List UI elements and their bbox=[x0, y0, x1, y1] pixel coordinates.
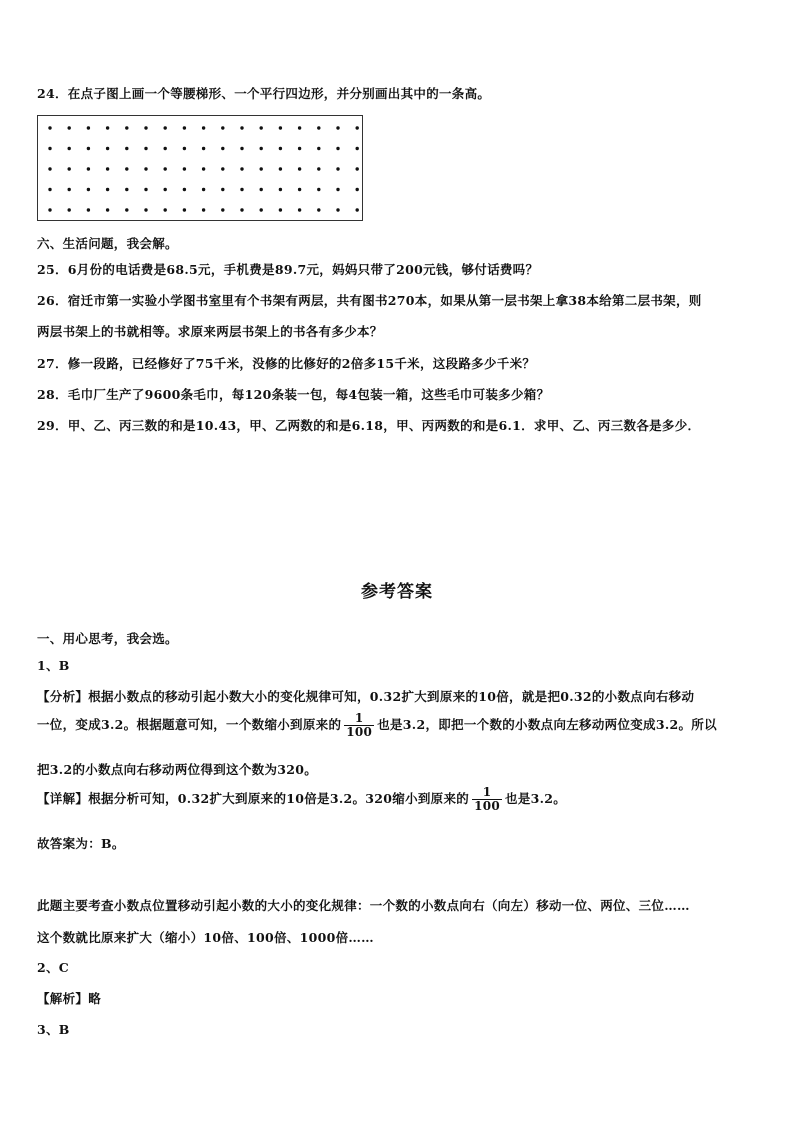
grid-dot[interactable] bbox=[298, 126, 301, 129]
grid-dot[interactable] bbox=[260, 167, 263, 170]
grid-dot[interactable] bbox=[68, 188, 71, 191]
answers-section-1: 一、用心思考，我会选。 bbox=[37, 631, 178, 646]
grid-dot[interactable] bbox=[106, 147, 109, 150]
grid-dot[interactable] bbox=[164, 147, 167, 150]
grid-dot[interactable] bbox=[202, 208, 205, 211]
grid-dot[interactable] bbox=[240, 147, 243, 150]
fraction-one-hundredth-2 bbox=[472, 786, 502, 813]
grid-dot[interactable] bbox=[317, 208, 320, 211]
grid-dot[interactable] bbox=[260, 208, 263, 211]
grid-dot[interactable] bbox=[106, 188, 109, 191]
grid-dot[interactable] bbox=[221, 208, 224, 211]
question-26-line2: 两层书架上的书就相等。求原来两层书架上的书各有多少本？ bbox=[37, 324, 383, 339]
grid-dot[interactable] bbox=[221, 147, 224, 150]
grid-dot[interactable] bbox=[356, 208, 359, 211]
grid-dot[interactable] bbox=[125, 208, 128, 211]
detail-post: 也是3.2。 bbox=[505, 791, 567, 806]
grid-dot[interactable] bbox=[144, 167, 147, 170]
grid-dot[interactable] bbox=[164, 126, 167, 129]
question-25: 25．6月份的电话费是68.5元，手机费是89.7元，妈妈只带了200元钱，够付话费吗？ bbox=[37, 262, 539, 277]
grid-dot[interactable] bbox=[260, 126, 263, 129]
grid-dot[interactable] bbox=[202, 167, 205, 170]
grid-dot[interactable] bbox=[298, 188, 301, 191]
grid-dot[interactable] bbox=[279, 208, 282, 211]
fraction-denominator: 100 bbox=[346, 725, 373, 739]
answer-1: 1、B bbox=[37, 658, 70, 673]
question-29: 29．甲、乙、丙三数的和是10.43，甲、乙两数的和是6.18，甲、丙两数的和是6.1．求甲、乙、丙三数各是多少． bbox=[37, 418, 701, 433]
detail-pre: 【详解】根据分析可知，0.32扩大到原来的10倍是3.2。320缩小到原来的 bbox=[37, 791, 470, 806]
grid-dot[interactable] bbox=[221, 167, 224, 170]
question-26-line1: 26．宿迁市第一实验小学图书室里有个书架有两层，共有图书270本，如果从第一层书架上拿38本给第二层书架，则 bbox=[37, 293, 702, 308]
grid-dot[interactable] bbox=[144, 208, 147, 211]
grid-dot[interactable] bbox=[336, 126, 339, 129]
grid-dot[interactable] bbox=[240, 208, 243, 211]
detail-line bbox=[37, 786, 566, 813]
grid-dot[interactable] bbox=[240, 167, 243, 170]
grid-dot[interactable] bbox=[183, 126, 186, 129]
grid-dot[interactable] bbox=[317, 167, 320, 170]
grid-dot[interactable] bbox=[68, 167, 71, 170]
grid-dot[interactable] bbox=[202, 147, 205, 150]
grid-dot[interactable] bbox=[221, 126, 224, 129]
question-28: 28．毛巾厂生产了9600条毛巾，每120条装一包，每4包装一箱，这些毛巾可装多少箱？ bbox=[37, 387, 550, 402]
grid-dot[interactable] bbox=[87, 208, 90, 211]
grid-dot[interactable] bbox=[356, 147, 359, 150]
question-27: 27．修一段路，已经修好了75千米，没修的比修好的2倍多15千米，这段路多少千米？ bbox=[37, 356, 536, 371]
grid-dot[interactable] bbox=[202, 126, 205, 129]
grid-dot[interactable] bbox=[336, 188, 339, 191]
grid-dot[interactable] bbox=[164, 167, 167, 170]
grid-dot[interactable] bbox=[87, 126, 90, 129]
conclusion: 故答案为：B。 bbox=[37, 836, 125, 851]
grid-dot[interactable] bbox=[125, 126, 128, 129]
grid-dot[interactable] bbox=[240, 188, 243, 191]
grid-dot[interactable] bbox=[298, 208, 301, 211]
analysis-line3: 把3.2的小数点向右移动两位得到这个数为320。 bbox=[37, 762, 318, 777]
grid-dot[interactable] bbox=[125, 188, 128, 191]
summary-line1: 此题主要考查小数点位置移动引起小数的大小的变化规律：一个数的小数点向右（向左）移动一位、两位、三位…… bbox=[37, 898, 690, 913]
grid-dot[interactable] bbox=[260, 188, 263, 191]
grid-dot[interactable] bbox=[106, 167, 109, 170]
grid-dot[interactable] bbox=[356, 126, 359, 129]
grid-dot[interactable] bbox=[279, 147, 282, 150]
grid-dot[interactable] bbox=[317, 126, 320, 129]
grid-dot[interactable] bbox=[279, 126, 282, 129]
fraction-denominator: 100 bbox=[474, 799, 501, 813]
grid-dot[interactable] bbox=[336, 147, 339, 150]
grid-dot[interactable] bbox=[125, 167, 128, 170]
grid-dot[interactable] bbox=[298, 167, 301, 170]
grid-dot[interactable] bbox=[48, 167, 51, 170]
grid-dot[interactable] bbox=[183, 167, 186, 170]
answer-2: 2、C bbox=[37, 960, 70, 975]
dot-grid-svg bbox=[38, 116, 364, 222]
grid-dot[interactable] bbox=[279, 167, 282, 170]
grid-dot[interactable] bbox=[317, 188, 320, 191]
grid-dot[interactable] bbox=[356, 188, 359, 191]
grid-dot[interactable] bbox=[279, 188, 282, 191]
summary-line2: 这个数就比原来扩大（缩小）10倍、100倍、1000倍…… bbox=[37, 930, 374, 945]
analysis-line1: 【分析】根据小数点的移动引起小数大小的变化规律可知，0.32扩大到原来的10倍，就是把0.32的小数点向右移动 bbox=[37, 689, 695, 704]
grid-dot[interactable] bbox=[144, 126, 147, 129]
answer-2-analysis: 【解析】略 bbox=[37, 991, 102, 1006]
fraction-one-hundredth bbox=[344, 712, 374, 739]
question-24: 24．在点子图上画一个等腰梯形、一个平行四边形，并分别画出其中的一条高。 bbox=[37, 86, 491, 101]
grid-dot[interactable] bbox=[221, 188, 224, 191]
grid-dot[interactable] bbox=[240, 126, 243, 129]
grid-dot[interactable] bbox=[298, 147, 301, 150]
grid-dot[interactable] bbox=[87, 147, 90, 150]
grid-dot[interactable] bbox=[68, 208, 71, 211]
grid-dot[interactable] bbox=[87, 188, 90, 191]
answer-3: 3、B bbox=[37, 1022, 70, 1037]
grid-dot[interactable] bbox=[106, 126, 109, 129]
analysis-line2-post: 也是3.2，即把一个数的小数点向左移动两位变成3.2。所以 bbox=[377, 717, 717, 732]
grid-dot[interactable] bbox=[317, 147, 320, 150]
grid-dot[interactable] bbox=[164, 208, 167, 211]
grid-dot[interactable] bbox=[106, 208, 109, 211]
grid-dot[interactable] bbox=[183, 208, 186, 211]
grid-dot[interactable] bbox=[144, 188, 147, 191]
grid-dot[interactable] bbox=[202, 188, 205, 191]
fraction-numerator: 1 bbox=[354, 711, 364, 725]
grid-dot[interactable] bbox=[68, 126, 71, 129]
grid-dot[interactable] bbox=[183, 188, 186, 191]
dot-grid[interactable] bbox=[37, 115, 363, 221]
grid-dot[interactable] bbox=[48, 147, 51, 150]
grid-dot[interactable] bbox=[356, 167, 359, 170]
grid-dot[interactable] bbox=[48, 208, 51, 211]
grid-dot[interactable] bbox=[68, 147, 71, 150]
grid-dot[interactable] bbox=[336, 208, 339, 211]
grid-dot[interactable] bbox=[336, 167, 339, 170]
section-6-heading: 六、生活问题，我会解。 bbox=[37, 236, 178, 251]
grid-dot[interactable] bbox=[183, 147, 186, 150]
fraction-numerator: 1 bbox=[482, 785, 492, 799]
grid-dot[interactable] bbox=[48, 126, 51, 129]
answers-title: 参考答案 bbox=[361, 582, 433, 602]
grid-dot[interactable] bbox=[144, 147, 147, 150]
analysis-line2-pre: 一位，变成3.2。根据题意可知，一个数缩小到原来的 bbox=[37, 717, 342, 732]
grid-dot[interactable] bbox=[48, 188, 51, 191]
grid-dot[interactable] bbox=[260, 147, 263, 150]
grid-dot[interactable] bbox=[164, 188, 167, 191]
grid-dot[interactable] bbox=[87, 167, 90, 170]
grid-dot[interactable] bbox=[125, 147, 128, 150]
analysis-line2 bbox=[37, 712, 717, 739]
